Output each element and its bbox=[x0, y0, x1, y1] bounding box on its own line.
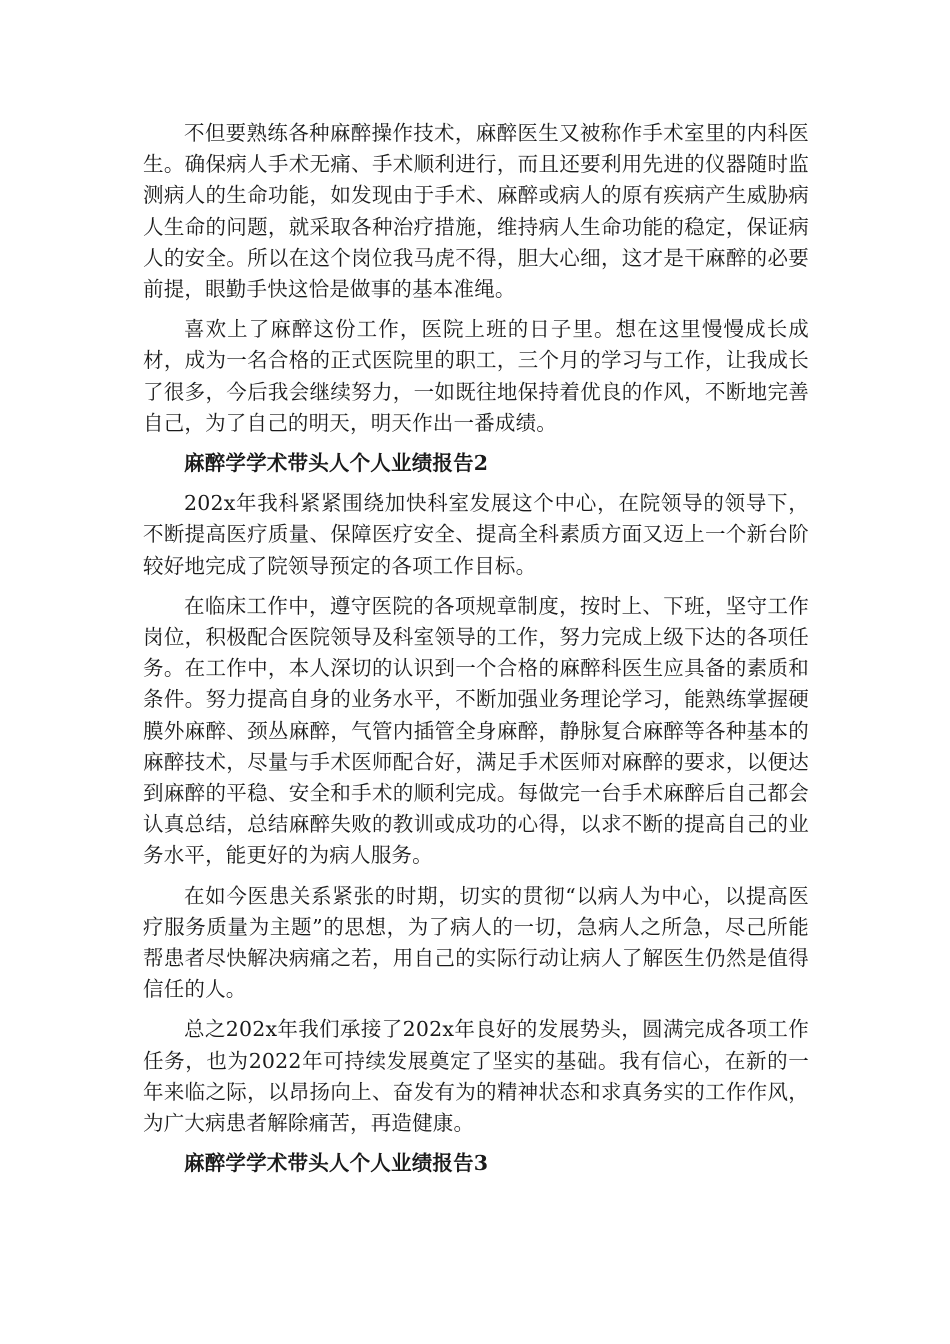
section-heading: 麻醉学学术带头人个人业绩报告2 bbox=[184, 451, 489, 476]
paragraph: 在如今医患关系紧张的时期，切实的贯彻“以病人为中心，以提高医疗服务质量为主题”的思想，为了病人的一切，急病人之所急，尽己所能帮患者尽快解决病痛之若，用自己的实际行动让病人了解医生仍然是值得信任的人。 bbox=[143, 883, 809, 1002]
section-heading: 麻醉学学术带头人个人业绩报告3 bbox=[184, 1151, 489, 1176]
paragraph: 202x年我科紧紧围绕加快科室发展这个中心，在院领导的领导下，不断提高医疗质量、保障医疗安全、提高全科素质方面又迈上一个新台阶较好地完成了院领导预定的各项工作目标。 bbox=[143, 491, 809, 578]
document-body bbox=[143, 118, 809, 1189]
paragraph: 喜欢上了麻醉这份工作，医院上班的日子里。想在这里慢慢成长成材，成为一名合格的正式医院里的职工，三个月的学习与工作，让我成长了很多，今后我会继续努力，一如既往地保持着优良的作风，不断地完善自己，为了自己的明天，明天作出一番成绩。 bbox=[143, 317, 809, 435]
paragraph: 不但要熟练各种麻醉操作技术，麻醉医生又被称作手术室里的内科医生。确保病人手术无痛、手术顺利进行，而且还要利用先进的仪器随时监测病人的生命功能，如发现由于手术、麻醉或病人的原有疾病产生威胁病人生命的问题，就采取各种治疗措施，维持病人生命功能的稳定，保证病人的安全。所以在这个岗位我马虎不得，胆大心细，这才是干麻醉的必要前提，眼勤手快这恰是做事的基本准绳。 bbox=[143, 121, 809, 302]
paragraph: 在临床工作中，遵守医院的各项规章制度，按时上、下班，坚守工作岗位，积极配合医院领导及科室领导的工作，努力完成上级下达的各项任务。在工作中，本人深切的认识到一个合格的麻醉科医生应具备的素质和条件。努力提高自身的业务水平，不断加强业务理论学习，能熟练掌握硬膜外麻醉、颈丛麻醉，气管内插管全身麻醉，静脉复合麻醉等各种基本的麻醉技术，尽量与手术医师配合好，满足手术医师对麻醉的要求，以便达到麻醉的平稳、安全和手术的顺利完成。每做完一台手术麻醉后自己都会认真总结，总结麻醉失败的教训或成功的心得，以求不断的提高自己的业务水平，能更好的为病人服务。 bbox=[143, 593, 809, 868]
paragraph: 总之202x年我们承接了202x年良好的发展势头，圆满完成各项工作任务，也为2022年可持续发展奠定了坚实的基础。我有信心，在新的一年来临之际，以昂扬向上、奋发有为的精神状态和求真务实的工作作风，为广大病患者解除痛苦，再造健康。 bbox=[143, 1017, 809, 1136]
